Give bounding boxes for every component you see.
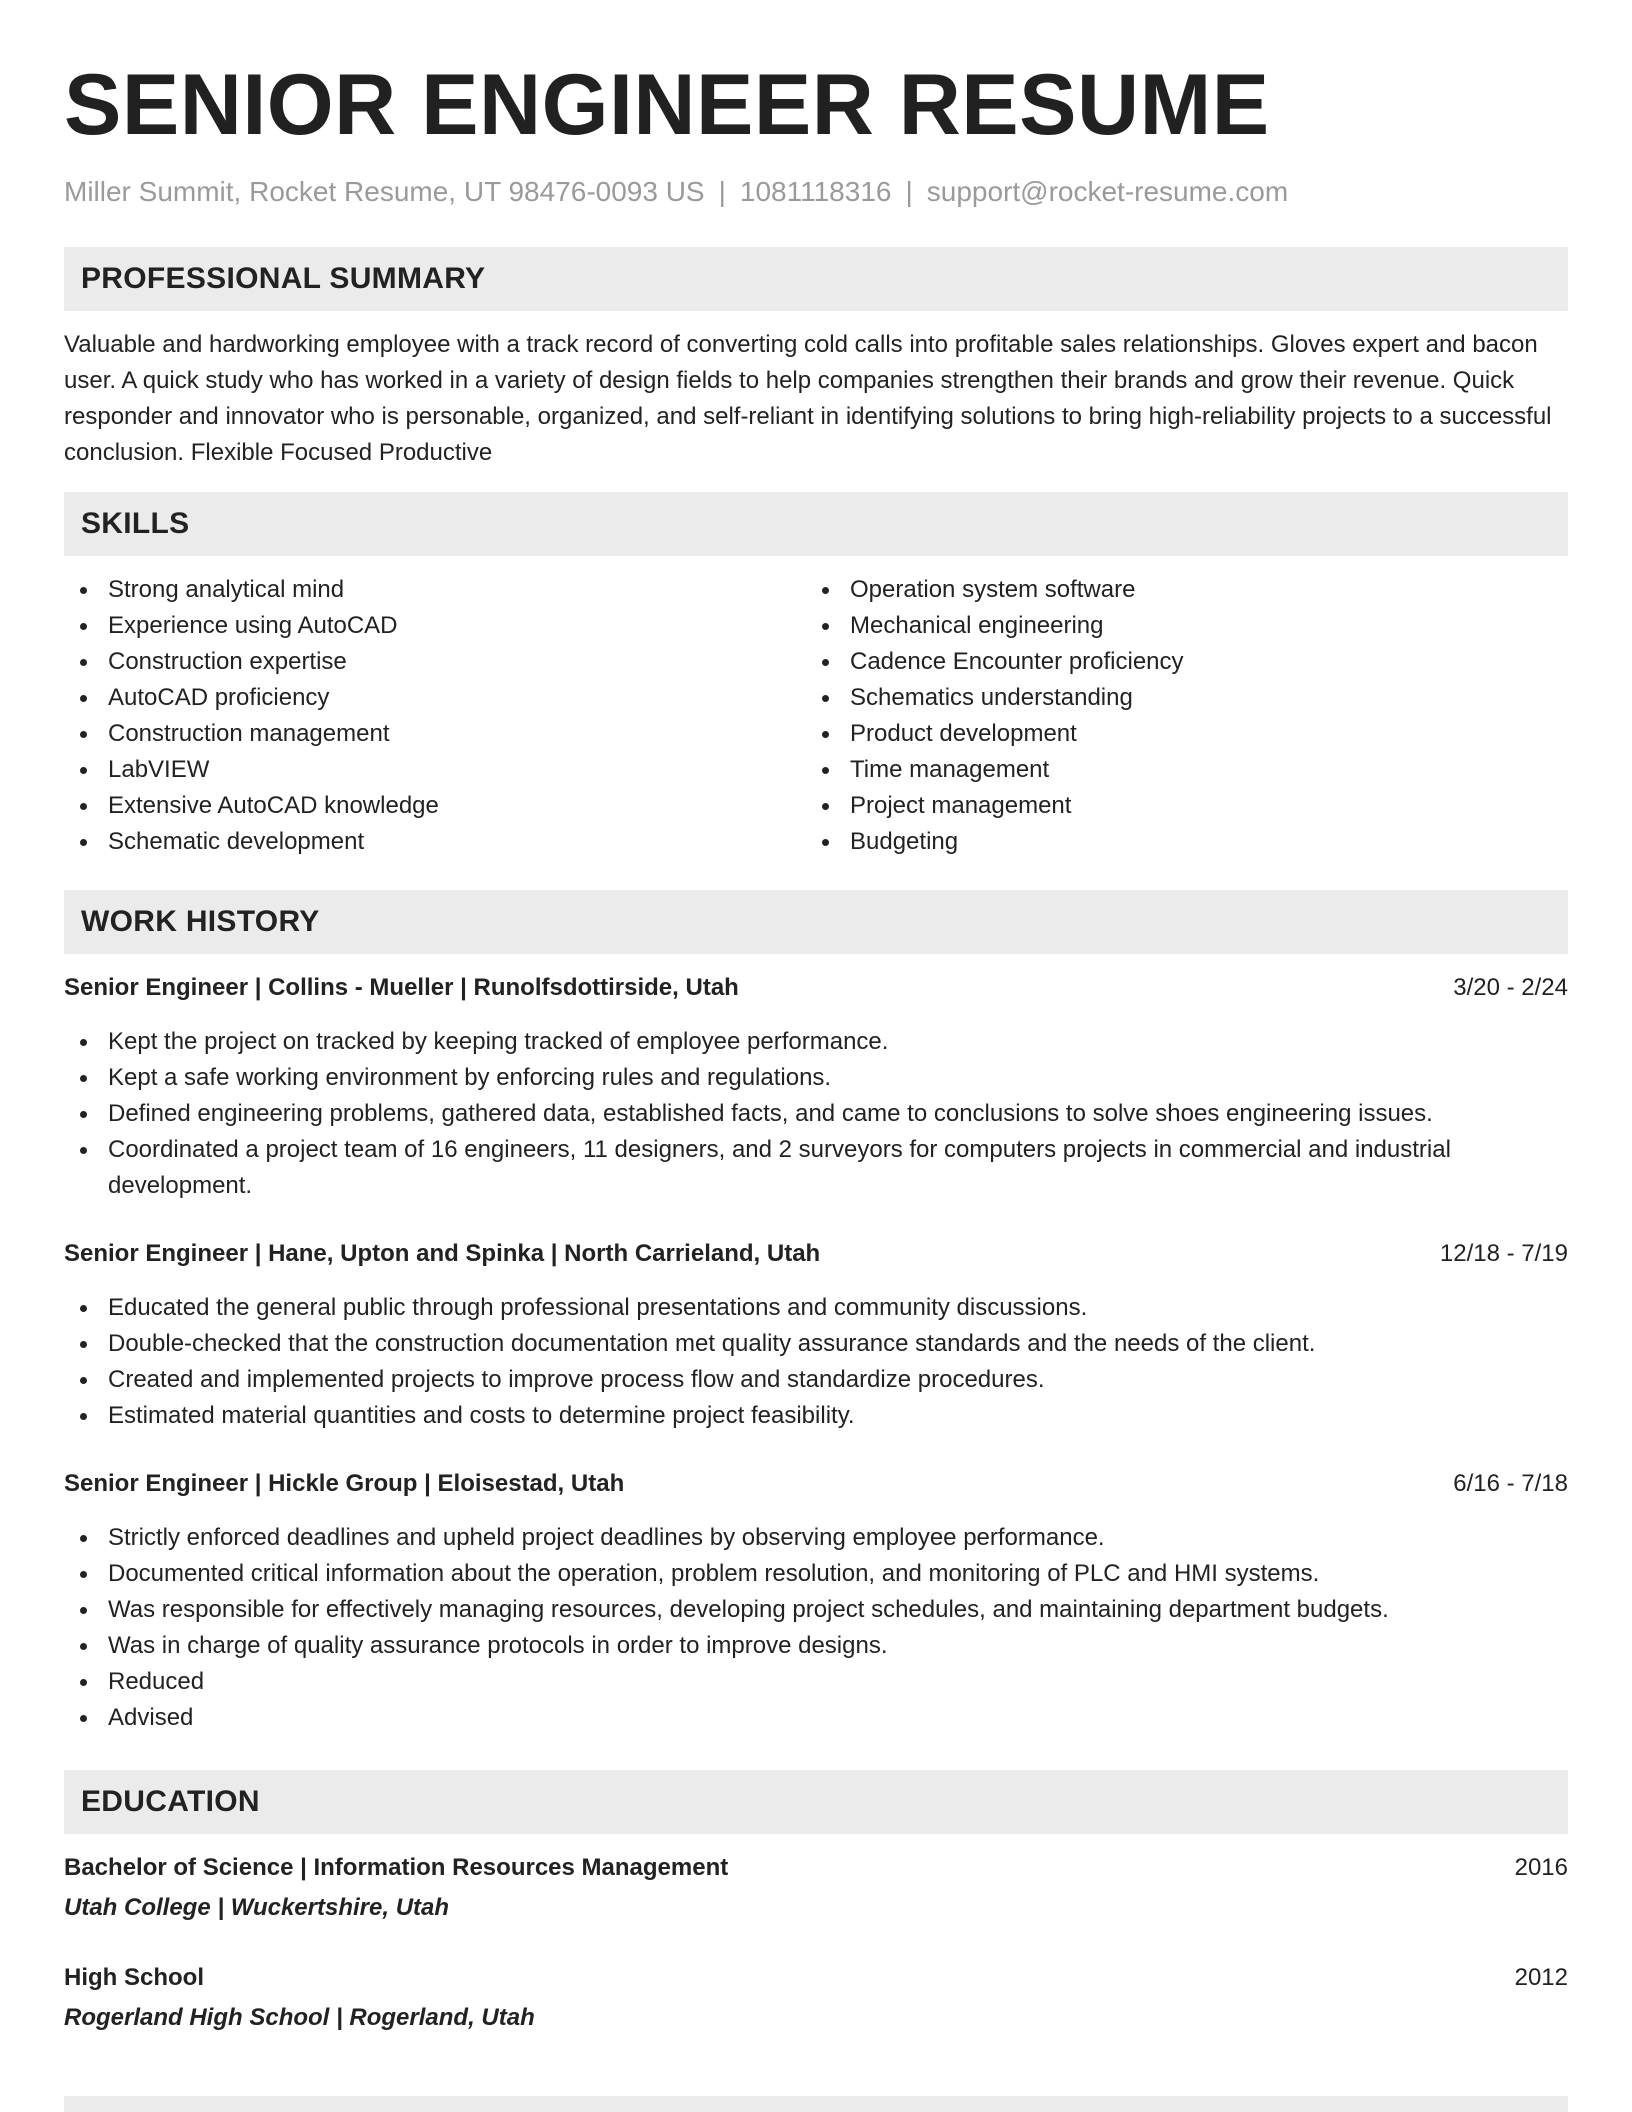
skill-item: Budgeting xyxy=(806,824,1548,860)
skill-item: LabVIEW xyxy=(64,752,806,788)
job-bullets xyxy=(64,1290,1568,1434)
job-bullet: Coordinated a project team of 16 engineers, 11 designers, and 2 surveyors for computers projects in commercial and industrial development. xyxy=(64,1132,1568,1204)
job-header xyxy=(64,1466,1568,1502)
job-title: Senior Engineer | Collins - Mueller | Runolfsdottirside, Utah xyxy=(64,974,739,1001)
education-degree: High School xyxy=(64,1964,204,1991)
job-entry xyxy=(64,1236,1568,1434)
job-bullet: Strictly enforced deadlines and upheld project deadlines by observing employee performance. xyxy=(64,1520,1568,1556)
skill-item: Strong analytical mind xyxy=(64,572,806,608)
education-header xyxy=(64,1960,1568,1996)
job-bullet: Created and implemented projects to improve process flow and standardize procedures. xyxy=(64,1362,1568,1398)
skill-item: Project management xyxy=(806,788,1548,824)
skill-item: Cadence Encounter proficiency xyxy=(806,644,1548,680)
skill-item: Construction management xyxy=(64,716,806,752)
education-school: Rogerland High School | Rogerland, Utah xyxy=(64,2004,535,2031)
skills-column-right xyxy=(806,572,1548,860)
job-bullet: Documented critical information about the operation, problem resolution, and monitoring of PLC and HMI systems. xyxy=(64,1556,1568,1592)
job-bullet: Educated the general public through professional presentations and community discussions. xyxy=(64,1290,1568,1326)
skill-item: Construction expertise xyxy=(64,644,806,680)
job-dates: 12/18 - 7/19 xyxy=(1439,1240,1568,1267)
skills-list xyxy=(64,572,1568,860)
job-bullet: Double-checked that the construction documentation met quality assurance standards and the needs of the client. xyxy=(64,1326,1568,1362)
education-entry xyxy=(64,1850,1568,1926)
education-year: 2016 xyxy=(1514,1854,1568,1881)
skill-item: Product development xyxy=(806,716,1548,752)
education-year: 2012 xyxy=(1514,1964,1568,1991)
skill-item: Mechanical engineering xyxy=(806,608,1548,644)
skill-item: Experience using AutoCAD xyxy=(64,608,806,644)
job-bullet: Kept the project on tracked by keeping tracked of employee performance. xyxy=(64,1024,1568,1060)
job-bullet: Was in charge of quality assurance protocols in order to improve designs. xyxy=(64,1628,1568,1664)
job-bullet: Advised xyxy=(64,1700,1568,1736)
education-school: Utah College | Wuckertshire, Utah xyxy=(64,1894,450,1921)
contact-email: support@rocket-resume.com xyxy=(926,176,1289,207)
skill-item: AutoCAD proficiency xyxy=(64,680,806,716)
section-header-skills: SKILLS xyxy=(64,492,1568,556)
skill-item: Schematics understanding xyxy=(806,680,1548,716)
education-header xyxy=(64,1850,1568,1886)
contact-separator: | xyxy=(905,176,913,207)
education-degree: Bachelor of Science | Information Resources Management xyxy=(64,1854,729,1881)
skill-item: Schematic development xyxy=(64,824,806,860)
contact-phone: 1081118316 xyxy=(739,176,892,207)
job-bullet: Estimated material quantities and costs to determine project feasibility. xyxy=(64,1398,1568,1434)
skill-item: Time management xyxy=(806,752,1548,788)
section-header-partial xyxy=(64,2096,1568,2112)
contact-line xyxy=(64,176,1568,208)
job-title: Senior Engineer | Hickle Group | Eloisestad, Utah xyxy=(64,1470,625,1497)
job-bullets xyxy=(64,1024,1568,1204)
section-header-work: WORK HISTORY xyxy=(64,890,1568,954)
job-header xyxy=(64,970,1568,1006)
contact-address: Miller Summit, Rocket Resume, UT 98476-0093 US xyxy=(64,176,705,207)
job-entry xyxy=(64,1466,1568,1736)
job-bullet: Reduced xyxy=(64,1664,1568,1700)
job-bullets xyxy=(64,1520,1568,1736)
job-title: Senior Engineer | Hane, Upton and Spinka | North Carrieland, Utah xyxy=(64,1240,821,1267)
section-header-education: EDUCATION xyxy=(64,1770,1568,1834)
job-header xyxy=(64,1236,1568,1272)
contact-separator: | xyxy=(718,176,726,207)
skills-column-left xyxy=(64,572,806,860)
section-header-summary: PROFESSIONAL SUMMARY xyxy=(64,247,1568,311)
job-entry xyxy=(64,970,1568,1204)
job-bullet: Kept a safe working environment by enforcing rules and regulations. xyxy=(64,1060,1568,1096)
skill-item: Operation system software xyxy=(806,572,1548,608)
job-bullet: Defined engineering problems, gathered data, established facts, and came to conclusions to solve shoes engineering issues. xyxy=(64,1096,1568,1132)
summary-text: Valuable and hardworking employee with a track record of converting cold calls into profitable sales relationships. Gloves expert and bacon user. A quick study who has worked in a variety of design fields to help companies strengthen their brands and grow their revenue. Quick responder and innovator who is personable, organized, and self-reliant in identifying solutions to bring high-reliability projects to a successful conclusion. Flexible Focused Productive xyxy=(64,331,1552,466)
resume-title: SENIOR ENGINEER RESUME xyxy=(64,57,1270,153)
skill-item: Extensive AutoCAD knowledge xyxy=(64,788,806,824)
education-entry xyxy=(64,1960,1568,2036)
job-bullet: Was responsible for effectively managing resources, developing project schedules, and maintaining department budgets. xyxy=(64,1592,1568,1628)
job-dates: 6/16 - 7/18 xyxy=(1453,1470,1568,1497)
job-dates: 3/20 - 2/24 xyxy=(1453,974,1568,1001)
